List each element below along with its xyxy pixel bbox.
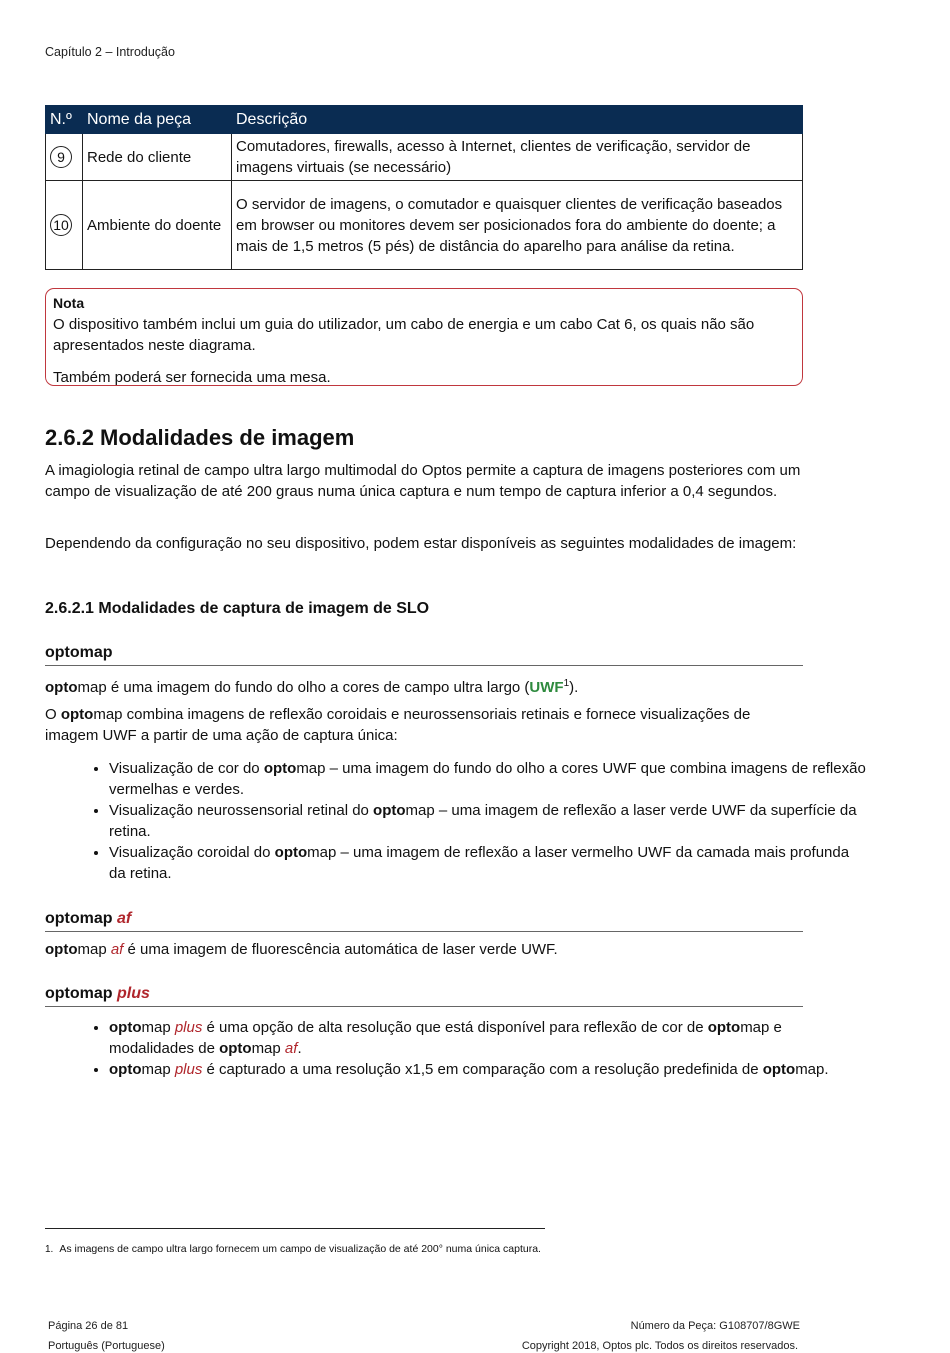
- footnote-divider: [45, 1228, 545, 1229]
- language-label: Português (Portuguese): [48, 1340, 165, 1352]
- footnote: 1. As imagens de campo ultra largo fornecem um campo de visualização de até 200° numa única captura.: [45, 1243, 541, 1255]
- list-item: • Visualização coroidal do optomap – uma imagem de reflexão a laser vermelho UWF da camada mais profunda da retina.: [109, 842, 869, 884]
- list-item: • Visualização de cor do optomap – uma imagem do fundo do olho a cores UWF que combina imagens de reflexão vermelhas e verdes.: [109, 758, 869, 800]
- modalities-paragraph: Dependendo da configuração no seu dispositivo, podem estar disponíveis as seguintes modalidades de imagem:: [45, 535, 797, 552]
- col-desc-header: Descrição: [232, 106, 803, 134]
- note-title: Nota: [53, 295, 85, 311]
- subsection-title: 2.6.2.1 Modalidades de captura de imagem de SLO: [45, 600, 430, 617]
- part-number-badge: 9: [50, 146, 72, 168]
- optomap-plus-heading: optomap plus: [45, 983, 803, 1007]
- note-text-2: Também poderá ser fornecida uma mesa.: [53, 369, 331, 386]
- optomap-af-description: optomap af é uma imagem de fluorescência automática de laser verde UWF.: [45, 941, 558, 958]
- chapter-header: Capítulo 2 – Introdução: [45, 45, 175, 59]
- table-header-row: [46, 106, 803, 134]
- copyright: Copyright 2018, Optos plc. Todos os direitos reservados.: [521, 1340, 798, 1352]
- list-item: • Visualização neurossensorial retinal do optomap – uma imagem de reflexão a laser verde UWF da superfície da retina.: [109, 800, 869, 842]
- section-title: 2.6.2 Modalidades de imagem: [45, 425, 355, 450]
- parts-table: [45, 105, 803, 270]
- col-num-header: N.º: [46, 106, 83, 134]
- optomap-heading: optomap: [45, 642, 803, 666]
- optomap-plus-list: [45, 1017, 869, 1080]
- table-row: [46, 181, 803, 270]
- list-item: • optomap plus é capturado a uma resolução x1,5 em comparação com a resolução predefinida de optomap.: [109, 1059, 869, 1080]
- table-row: [46, 134, 803, 181]
- part-name: Ambiente do doente: [83, 181, 232, 270]
- optomap-description: optomap é uma imagem do fundo do olho a cores de campo ultra largo (UWF$^1$).: [45, 678, 579, 696]
- part-name: Rede do cliente: [83, 134, 232, 181]
- intro-paragraph: A imagiologia retinal de campo ultra largo multimodal do Optos permite a captura de imagens posteriores com um campo de visualização de até 200 graus numa única captura e num tempo de captura inferior a 0,4 segundos.: [45, 462, 801, 500]
- note-box: [45, 288, 803, 386]
- optomap-af-heading: optomap af: [45, 908, 803, 932]
- part-number-badge: 10: [50, 214, 72, 236]
- note-text: O dispositivo também inclui um guia do utilizador, um cabo de energia e um cabo Cat 6, os quais não são apresentados neste diagrama.: [53, 316, 755, 354]
- optomap-combines-paragraph: O optomap combina imagens de reflexão coroidais e neurossensoriais retinais e fornece visualizações de imagem UWF a partir de uma ação de captura única:: [45, 706, 751, 744]
- part-number: Número da Peça: G108707/8GWE: [630, 1320, 800, 1332]
- part-description: O servidor de imagens, o comutador e quaisquer clientes de verificação baseados em browser ou monitores devem ser posicionados fora do ambiente do doente; a mais de 1,5 metros (5 pés) de distância do aparelho para análise da retina.: [232, 181, 803, 270]
- list-item: • optomap plus é uma opção de alta resolução que está disponível para reflexão de cor de optomap e modalidades de optomap af.: [109, 1017, 869, 1059]
- part-description: Comutadores, firewalls, acesso à Internet, clientes de verificação, servidor de imagens virtuais (se necessário): [232, 134, 803, 181]
- col-name-header: Nome da peça: [83, 106, 232, 134]
- optomap-views-list: [45, 758, 869, 884]
- page-number: Página 26 de 81: [48, 1320, 129, 1332]
- uwf-link[interactable]: UWF: [529, 679, 564, 696]
